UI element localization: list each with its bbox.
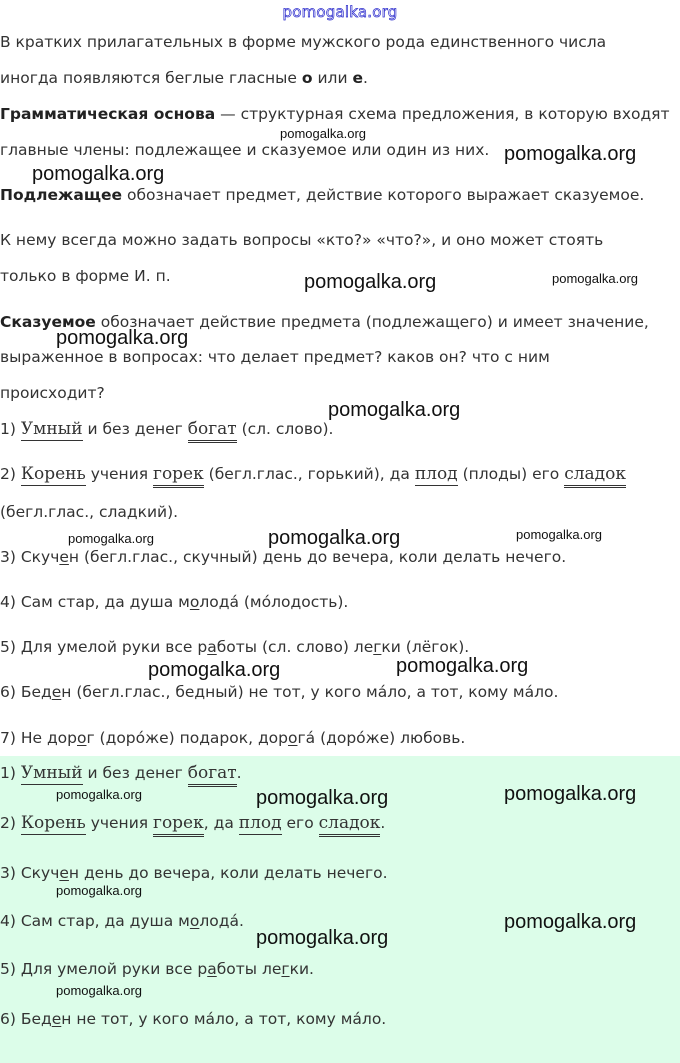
watermark: pomogalka.org xyxy=(32,163,165,185)
sentence-text: (бегл.глас., горький), да xyxy=(203,465,415,483)
theory-line xyxy=(0,231,603,249)
answer-6 xyxy=(0,1010,386,1028)
theory-line xyxy=(0,267,171,285)
highlighted-vowel: о xyxy=(189,593,200,611)
watermark: pomogalka.org xyxy=(304,271,437,293)
sentence-2-cont xyxy=(0,503,178,521)
watermark: pomogalka.org xyxy=(268,527,401,549)
sentence-text: 3) Скуч xyxy=(0,864,60,882)
highlighted-letter: г xyxy=(281,960,290,978)
highlighted-letter: г xyxy=(373,638,382,656)
highlighted-vowel: е xyxy=(59,864,69,882)
sentence-text: 4) Сам стар, да душа м xyxy=(0,593,190,611)
theory-text: — структурная схема предложения, в которую входят xyxy=(215,105,670,123)
watermark: pomogalka.org xyxy=(68,531,154,546)
theory-text: только в форме И. п. xyxy=(0,267,171,285)
answer-1 xyxy=(0,763,242,783)
sentence-text: и без денег xyxy=(82,764,188,782)
sentence-text: ки (лёгок). xyxy=(381,638,470,656)
sentence-3 xyxy=(0,548,566,566)
theory-text: происходит? xyxy=(0,384,105,402)
sentence-text: . xyxy=(236,764,242,782)
sentence-text: 4) Сам стар, да душа м xyxy=(0,912,190,930)
sentence-4 xyxy=(0,593,348,611)
term-subject: Подлежащее xyxy=(0,186,123,204)
sentence-text: учения xyxy=(85,814,154,832)
highlighted-vowel: а xyxy=(207,638,217,656)
highlighted-vowel: о xyxy=(77,729,87,747)
highlighted-vowel: о xyxy=(189,912,200,930)
watermark: pomogalka.org xyxy=(552,271,638,286)
theory-line xyxy=(0,141,489,159)
sentence-text: его xyxy=(281,814,319,832)
sentence-text: га́ (доро́же) любовь. xyxy=(297,729,466,747)
watermark: pomogalka.org xyxy=(504,783,637,805)
theory-line xyxy=(0,33,606,51)
term-predicate: Сказуемое xyxy=(0,313,96,331)
watermark: pomogalka.org xyxy=(504,911,637,933)
highlighted-vowel: е xyxy=(51,683,62,701)
predicate-word: богат xyxy=(188,763,237,787)
predicate-word: горек xyxy=(153,813,204,837)
theory-line xyxy=(0,384,105,402)
subject-word: Умный xyxy=(20,763,83,783)
highlighted-vowel: о xyxy=(288,729,298,747)
theory-line xyxy=(0,348,550,366)
sentence-text: н (бегл.глас., бедный) не тот, у кого ма́ло, а тот, кому ма́ло. xyxy=(61,683,559,701)
sentence-text: н (бегл.глас., скучный) день до вечера, коли делать нечего. xyxy=(68,548,567,566)
watermark: pomogalka.org xyxy=(56,327,189,349)
watermark: pomogalka.org xyxy=(56,787,142,802)
term-grammatical-basis: Грамматическая основа xyxy=(0,105,216,123)
sentence-text: 5) Для умелой руки все р xyxy=(0,638,208,656)
watermark: pomogalka.org xyxy=(256,787,389,809)
sentence-text: , да xyxy=(203,814,239,832)
watermark: pomogalka.org xyxy=(56,983,142,998)
subject-word: плод xyxy=(238,813,282,833)
answer-5 xyxy=(0,960,314,978)
answer-4 xyxy=(0,912,244,930)
watermark: pomogalka.org xyxy=(328,399,461,421)
watermark: pomogalka.org xyxy=(256,927,389,949)
sentence-text: учения xyxy=(85,465,154,483)
sentence-text: боты (сл. слово) ле xyxy=(216,638,374,656)
sentence-text: 3) Скуч xyxy=(0,548,60,566)
sentence-text: лода́. xyxy=(199,912,244,930)
vowel-e: е xyxy=(352,69,363,87)
theory-text: В кратких прилагательных в форме мужского рода единственного числа xyxy=(0,33,607,51)
sentence-1 xyxy=(0,419,333,439)
sentence-number: 1) xyxy=(0,420,21,438)
sentence-text: н не тот, у кого ма́ло, а тот, кому ма́ло. xyxy=(61,1010,387,1028)
sentence-text: 7) Не дор xyxy=(0,729,77,747)
vowel-o: о xyxy=(301,69,313,87)
sentence-number: 1) xyxy=(0,764,21,782)
subject-word: Корень xyxy=(20,813,86,833)
theory-text: выраженное в вопросах: что делает предмет? каков он? что с ним xyxy=(0,348,550,366)
answer-2 xyxy=(0,813,385,833)
theory-line xyxy=(0,105,670,123)
watermark: pomogalka.org xyxy=(280,126,366,141)
sentence-text: 5) Для умелой руки все р xyxy=(0,960,208,978)
sentence-text: лода́ (мо́лодость). xyxy=(199,593,349,611)
theory-text: обозначает предмет, действие которого выражает сказуемое. xyxy=(122,186,645,204)
sentence-text: боты ле xyxy=(216,960,282,978)
sentence-text: г (доро́же) подарок, дор xyxy=(86,729,289,747)
sentence-2 xyxy=(0,464,626,484)
sentence-text: (плоды) его xyxy=(457,465,565,483)
theory-line xyxy=(0,69,368,87)
theory-text: главные члены: подлежащее и сказуемое или один из них. xyxy=(0,141,490,159)
predicate-word: сладок xyxy=(564,464,626,488)
theory-text: иногда появляются беглые гласные xyxy=(0,69,302,87)
subject-word: плод xyxy=(414,464,458,484)
sentence-text: 6) Бед xyxy=(0,1010,52,1028)
sentence-text: (сл. слово). xyxy=(236,420,334,438)
watermark: pomogalka.org xyxy=(516,527,602,542)
theory-text: К нему всегда можно задать вопросы «кто?» «что?», и оно может стоять xyxy=(0,231,604,249)
sentence-7 xyxy=(0,729,465,747)
sentence-number: 2) xyxy=(0,814,21,832)
predicate-word: богат xyxy=(188,419,237,443)
sentence-text: (бегл.глас., сладкий). xyxy=(0,503,179,521)
predicate-word: горек xyxy=(153,464,204,488)
watermark: pomogalka.org xyxy=(504,143,637,165)
theory-text: . xyxy=(362,69,368,87)
subject-word: Корень xyxy=(20,464,86,484)
subject-word: Умный xyxy=(20,419,83,439)
watermark: pomogalka.org xyxy=(396,655,529,677)
sentence-text: ки. xyxy=(289,960,314,978)
sentence-text: н день до вечера, коли делать нечего. xyxy=(68,864,388,882)
sentence-text: 6) Бед xyxy=(0,683,52,701)
theory-text: или xyxy=(312,69,353,87)
sentence-6 xyxy=(0,683,558,701)
sentence-text: . xyxy=(380,814,386,832)
watermark: pomogalka.org xyxy=(56,883,142,898)
theory-text: обозначает действие предмета (подлежащего) и имеет значение, xyxy=(95,313,649,331)
watermark: pomogalka.org xyxy=(148,659,281,681)
sentence-number: 2) xyxy=(0,465,21,483)
highlighted-vowel: е xyxy=(51,1010,62,1028)
sentence-text: и без денег xyxy=(82,420,188,438)
highlighted-vowel: а xyxy=(207,960,217,978)
site-watermark-link[interactable]: pomogalka.org xyxy=(282,3,398,21)
answer-3 xyxy=(0,864,388,882)
theory-line xyxy=(0,186,644,204)
highlighted-vowel: е xyxy=(59,548,69,566)
predicate-word: сладок xyxy=(319,813,381,837)
sentence-5 xyxy=(0,638,469,656)
